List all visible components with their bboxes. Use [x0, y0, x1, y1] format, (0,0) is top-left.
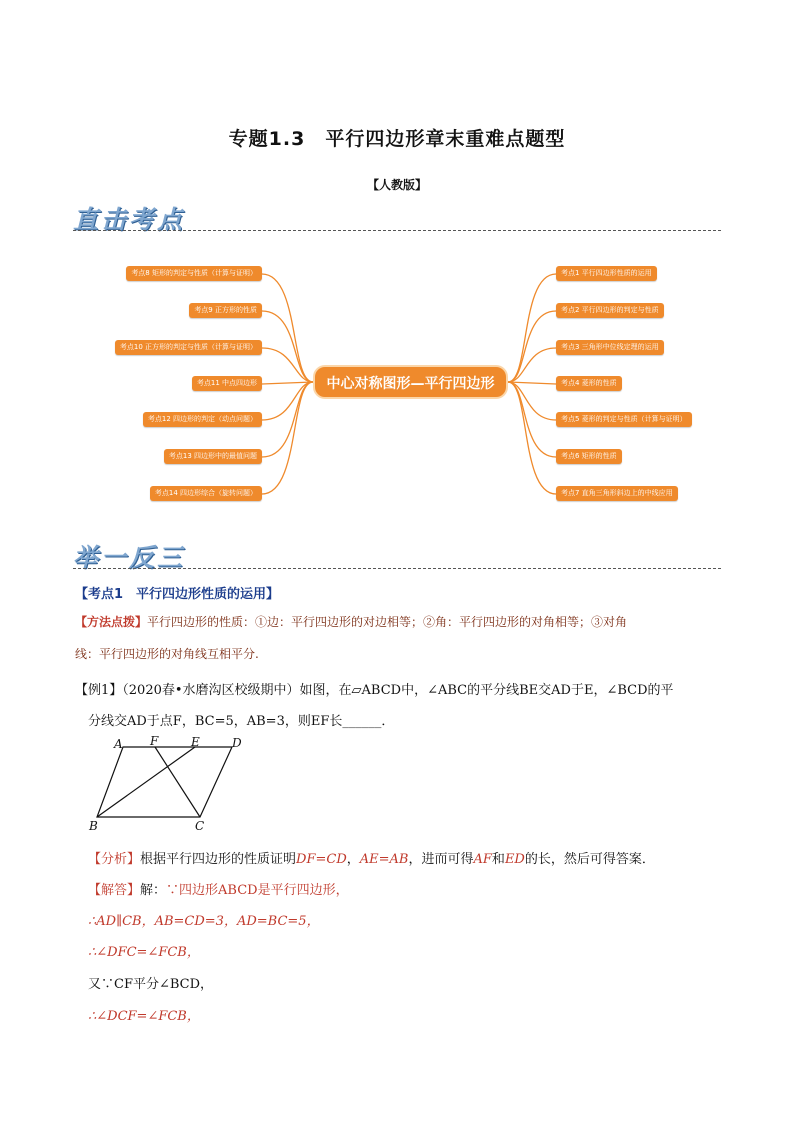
label-C: C	[195, 819, 205, 833]
section-heading-direct: 直击考点	[73, 205, 186, 234]
mindmap-connectors	[0, 0, 794, 560]
mindmap-center: 中心对称图形—平行四边形	[313, 365, 508, 399]
mindmap-node-kp8: 考点8 矩形的判定与性质（计算与证明）	[126, 266, 262, 281]
analysis-eq1: DF=CD	[296, 852, 347, 867]
solution-step1: ∵四边形ABCD是平行四边形，	[166, 883, 349, 898]
parallelogram-figure	[85, 734, 255, 838]
mindmap-node-kp11: 考点11 中点四边形	[192, 376, 262, 391]
mindmap-node-kp9: 考点9 正方形的性质	[189, 303, 262, 318]
mindmap-node-kp4: 考点4 菱形的性质	[556, 376, 622, 391]
method-tip-line2: 线：平行四边形的对角线互相平分.	[75, 647, 259, 661]
analysis-sep: ，	[346, 852, 360, 867]
solution-line1	[88, 879, 349, 898]
mindmap-node-kp12: 考点12 四边形的判定（动点问题）	[143, 412, 262, 427]
analysis-eq3: AF	[473, 852, 492, 867]
example-label: 【例1】	[75, 683, 123, 698]
mindmap-node-kp2: 考点2 平行四边形的判定与性质	[556, 303, 664, 318]
page-title: 专题1.3 平行四边形章末重难点题型	[228, 128, 566, 150]
mindmap-node-kp13: 考点13 四边形中的最值问题	[164, 449, 262, 464]
mindmap-node-kp14: 考点14 四边形综合（旋转问题）	[150, 486, 262, 501]
example-text1: （2020春•水磨沟区校级期中）如图，在▱ABCD中，∠ABC的平分线BE交AD于E，∠BCD的平	[122, 683, 674, 698]
solution-step2: ∴AD∥CB，AB=CD=3，AD=BC=5，	[88, 914, 320, 929]
analysis-text-c: 和	[491, 852, 505, 867]
mindmap-node-kp1: 考点1 平行四边形性质的运用	[556, 266, 657, 281]
kp1-heading: 【考点1 平行四边形性质的运用】	[75, 587, 280, 602]
analysis-eq4: ED	[504, 852, 525, 867]
analysis-text-d: 的长，然后可得答案．	[524, 852, 655, 867]
section-heading-practice: 举一反三	[73, 543, 186, 572]
analysis-line	[88, 848, 655, 867]
mindmap-node-kp5: 考点5 菱形的判定与性质（计算与证明）	[556, 412, 692, 427]
example-line2: 分线交AD于点F，BC=5，AB=3，则EF长______．	[88, 714, 395, 729]
method-tip-label: 【方法点拨】	[75, 615, 148, 629]
mindmap-node-kp10: 考点10 正方形的判定与性质（计算与证明）	[115, 340, 262, 355]
solution-step4: 又∵CF平分∠BCD，	[88, 977, 214, 992]
analysis-text-b: ，进而可得	[408, 852, 474, 867]
method-tip-text1: 平行四边形的性质：①边：平行四边形的对边相等；②角：平行四边形的对角相等；③对角	[147, 615, 628, 629]
mindmap-node-kp6: 考点6 矩形的性质	[556, 449, 622, 464]
solution-step3: ∴∠DFC=∠FCB，	[88, 945, 200, 960]
label-D: D	[232, 736, 242, 750]
solution-label: 【解答】	[88, 883, 141, 898]
label-E: E	[191, 735, 200, 749]
label-F: F	[150, 734, 159, 748]
analysis-eq2: AE=AB	[359, 852, 409, 867]
label-A: A	[114, 737, 123, 751]
analysis-text-a: 根据平行四边形的性质证明	[140, 852, 297, 867]
divider	[73, 568, 721, 569]
mindmap-node-kp7: 考点7 直角三角形斜边上的中线应用	[556, 486, 678, 501]
mindmap-node-kp3: 考点3 三角形中位线定理的运用	[556, 340, 664, 355]
example-line1	[75, 679, 674, 698]
analysis-label: 【分析】	[88, 852, 141, 867]
solution-step5: ∴∠DCF=∠FCB，	[88, 1009, 200, 1024]
method-tip-line1	[75, 613, 627, 630]
solution-lead: 解：	[140, 883, 167, 898]
label-B: B	[89, 819, 98, 833]
edition-label: 【人教版】	[366, 178, 427, 192]
